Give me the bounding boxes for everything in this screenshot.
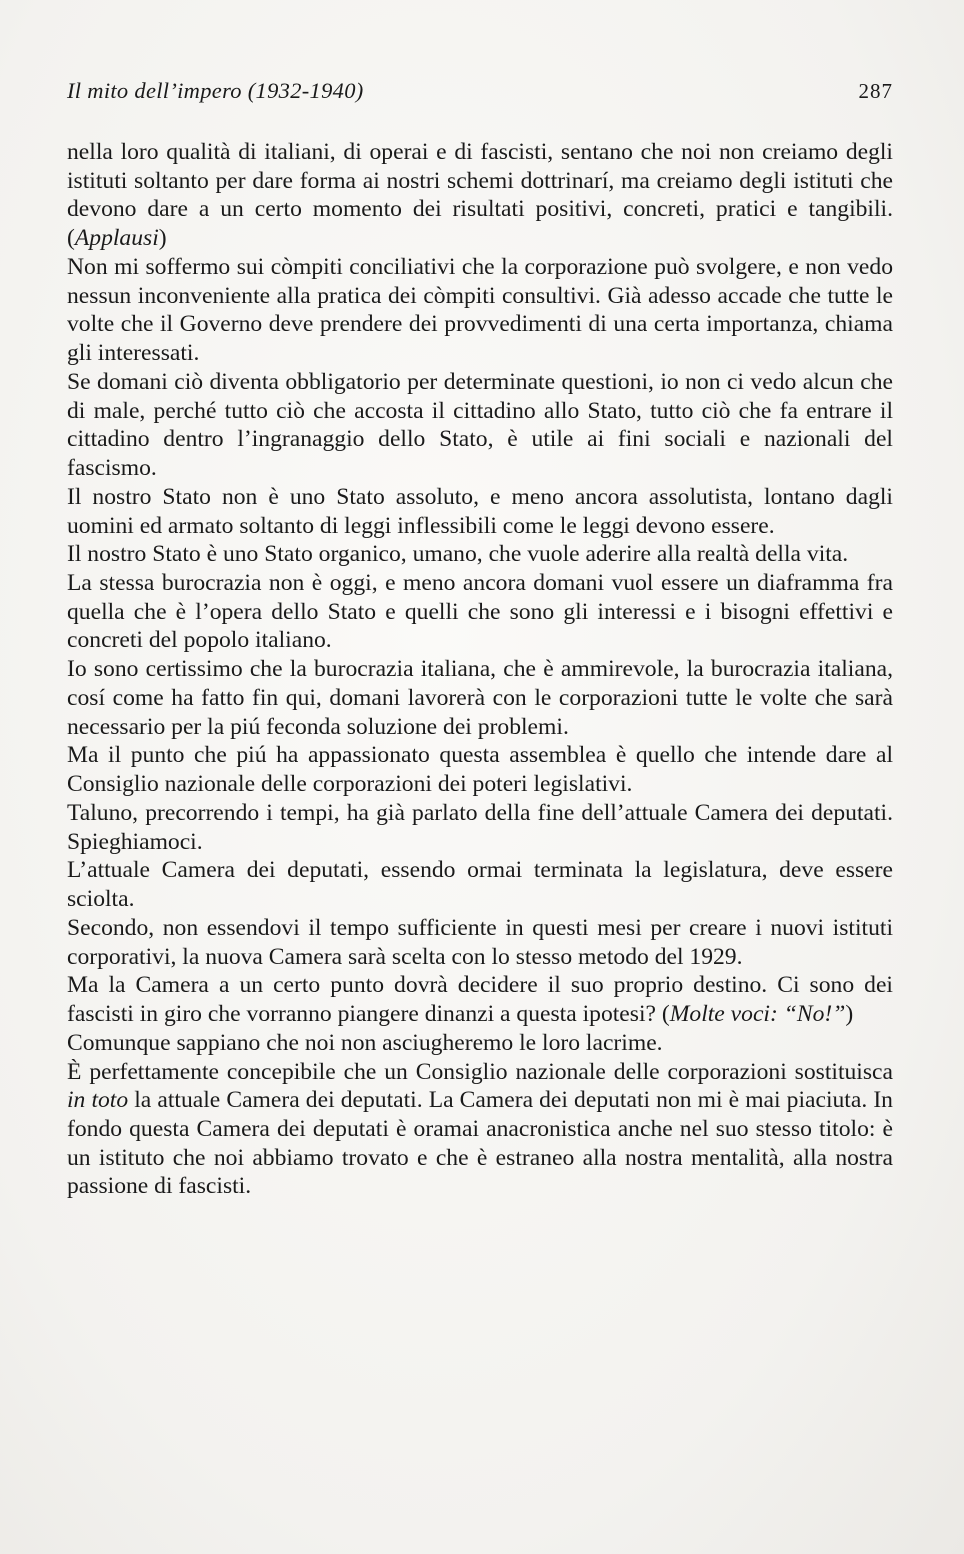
paragraph [67,799,893,856]
text-run: Se domani ciò diventa obbligatorio per determinate questioni, io non ci vedo alcun che di male, perché tutto ciò che accosta il cittadino allo Stato, tutto ciò che fa entrare il cittadino dentro l’ingranaggio dello Stato, è utile ai fini sociali e nazionali del fascismo. [67,368,893,482]
text-run: Ma il punto che piú ha appassionato questa assemblea è quello che intende dare al Consiglio nazionale delle corporazioni dei poteri legislativi. [67,742,893,798]
paragraph [67,569,893,655]
italic-text: Molte voci: “No!” [669,1001,846,1028]
text-run: Secondo, non essendovi il tempo sufficiente in questi mesi per creare i nuovi istituti corporativi, la nuova Camera sarà scelta con lo stesso metodo del 1929. [67,914,893,970]
text-run: nella loro qualità di italiani, di operai e di fascisti, sentano che noi non creiamo degli istituti soltanto per dare forma ai nostri schemi dottrinarí, ma creiamo degli istituti che devono dare a un certo momento dei risultati positivi, concreti, pratici e tangibili. ( [67,139,893,252]
paragraph [67,368,893,483]
text-run: Il nostro Stato è uno Stato organico, umano, che vuole aderire alla realtà della vita. [67,541,849,568]
paragraph [67,540,893,569]
text-run: L’attuale Camera dei deputati, essendo ormai terminata la legislatura, deve essere sciolta. [67,857,893,913]
italic-text: Applausi [74,225,159,252]
text-run: Ma la Camera a un certo punto dovrà decidere il suo proprio destino. Ci sono dei fascisti in giro che vorranno piangere dinanzi a questa ipotesi? ( [67,972,893,1028]
text-run: ) [158,225,167,252]
paragraph [67,856,893,913]
italic-text: in toto [67,1087,129,1114]
running-title: Il mito dell’impero (1932-1940) [67,78,364,103]
text-run: ) [845,1001,854,1028]
paragraph [67,1058,893,1202]
text-run: Il nostro Stato non è uno Stato assoluto, e meno ancora assolutista, lontano dagli uomini ed armato soltanto di leggi inflessibili come le leggi devono essere. [67,483,893,539]
paragraph [67,655,893,741]
page-number: 287 [858,79,893,103]
paragraph [67,971,893,1028]
paragraph [67,253,893,368]
paragraph [67,483,893,540]
text-run: Taluno, precorrendo i tempi, ha già parlato della fine dell’attuale Camera dei deputati. Spieghiamoci. [67,799,893,855]
paragraph [67,1029,893,1058]
text-run: È perfettamente concepibile che un Consiglio nazionale delle corporazioni sostituisca [67,1058,893,1085]
paragraph [67,914,893,971]
text-run: Non mi soffermo sui còmpiti conciliativi che la corporazione può svolgere, e non vedo nessun inconveniente alla pratica dei còmpiti consultivi. Già adesso accade che tutte le volte che il Governo deve prendere dei provvedimenti di una certa importanza, chiama gli interessati. [67,253,893,367]
text-run: Comunque sappiano che noi non asciugheremo le loro lacrime. [67,1029,663,1056]
paragraph [67,741,893,798]
text-run: La stessa burocrazia non è oggi, e meno ancora domani vuol essere un diaframma fra quella che è l’opera dello Stato e quelli che sono gli interessi e i bisogni effettivi e concreti del popolo italiano. [67,570,893,654]
running-head [67,76,893,106]
paragraph [67,138,893,253]
body-text [67,138,893,1201]
text-run: Io sono certissimo che la burocrazia italiana, che è ammirevole, la burocrazia italiana, cosí come ha fatto fin qui, domani lavorerà con le corporazioni tutte le volte che sarà necessario per la piú feconda soluzione dei problemi. [67,656,893,740]
text-run: la attuale Camera dei deputati. La Camera dei deputati non mi è mai piaciuta. In fondo questa Camera dei deputati è oramai anacronistica anche nel suo stesso titolo: è un istituto che noi abbiamo trovato e che è estraneo alla nostra mentalità, alla nostra passione di fascisti. [67,1087,893,1200]
